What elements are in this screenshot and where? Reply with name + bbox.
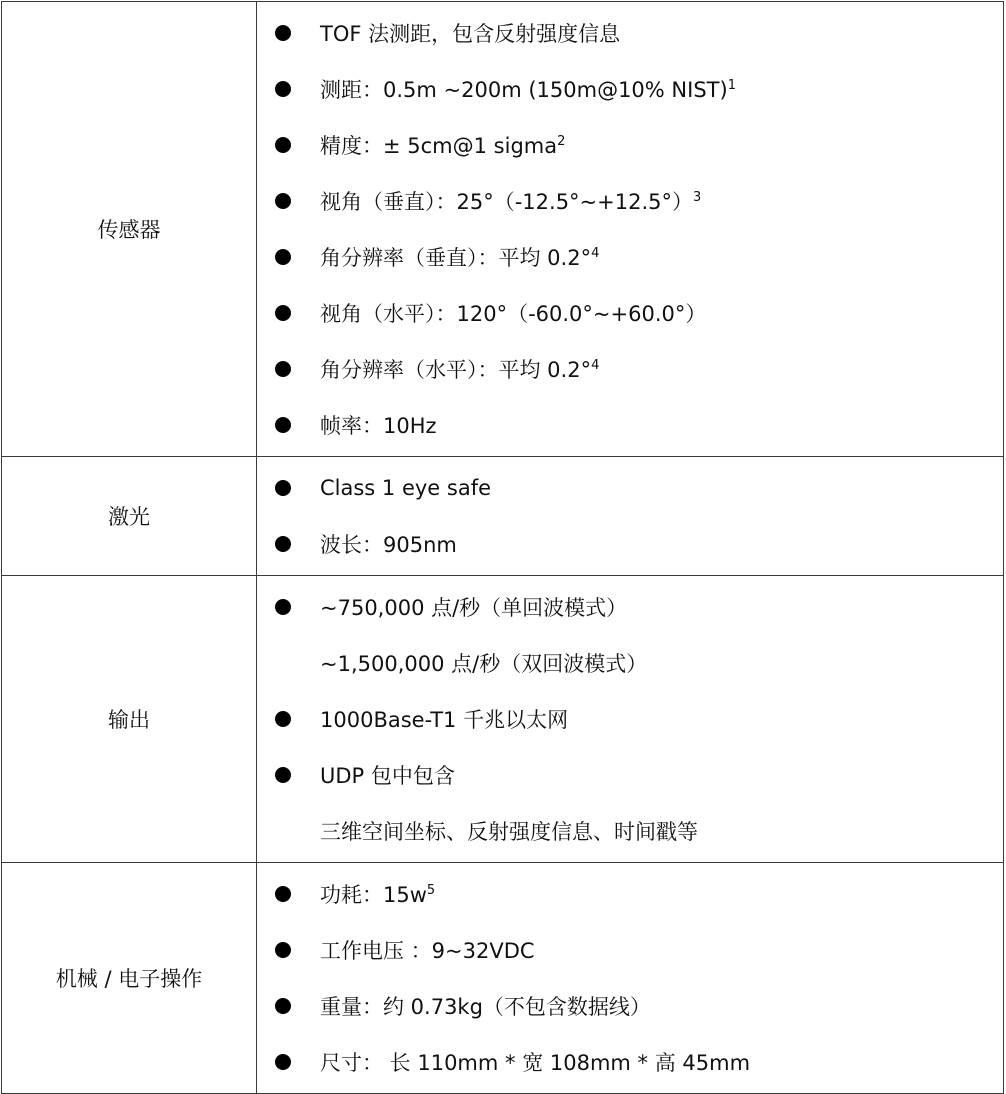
spec-line — [257, 579, 1003, 635]
section-category: 机械 / 电子操作 — [2, 863, 257, 1094]
spec-section-row — [2, 576, 1004, 863]
bullet-icon — [275, 193, 291, 209]
spec-table — [1, 1, 1004, 1094]
spec-section-row — [2, 2, 1004, 457]
bullet-icon — [275, 137, 291, 153]
spec-value: 角分辨率（水平）：平均 0.2° — [320, 358, 592, 382]
bullet-icon — [275, 81, 291, 97]
bullet-icon — [275, 886, 291, 902]
spec-line-text — [320, 704, 568, 734]
spec-line-text — [320, 354, 599, 384]
spec-line — [257, 691, 1003, 747]
spec-value: 视角（垂直）：25°（-12.5°~+12.5°） — [320, 190, 694, 214]
spec-line — [257, 635, 1003, 691]
spec-line-text — [320, 242, 599, 272]
section-items — [257, 2, 1004, 457]
bullet-icon — [275, 417, 291, 433]
spec-table-body — [2, 2, 1004, 1094]
spec-line — [257, 341, 1003, 397]
spec-line-text — [320, 760, 455, 790]
spec-line — [257, 460, 1003, 516]
bullet-icon — [275, 711, 291, 727]
footnote-marker: 2 — [557, 134, 566, 149]
section-items — [257, 457, 1004, 576]
spec-line — [257, 117, 1003, 173]
section-items — [257, 863, 1004, 1094]
spec-line-text — [320, 648, 647, 678]
spec-value: 尺寸： 长 110mm * 宽 108mm * 高 45mm — [320, 1051, 751, 1075]
spec-value: UDP 包中包含 — [320, 764, 455, 788]
spec-value: 功耗：15w — [320, 883, 427, 907]
spec-line-text — [320, 879, 435, 909]
bullet-icon — [275, 361, 291, 377]
spec-line-text — [320, 74, 736, 104]
spec-line-text — [320, 18, 620, 48]
spec-line-text — [320, 476, 491, 500]
bullet-icon — [275, 305, 291, 321]
spec-value: 工作电压 ：9~32VDC — [320, 939, 535, 963]
spec-value: 精度：± 5cm@1 sigma — [320, 134, 558, 158]
spec-line — [257, 61, 1003, 117]
spec-line — [257, 803, 1003, 859]
spec-line — [257, 922, 1003, 978]
bullet-icon — [275, 942, 291, 958]
spec-line-text — [320, 186, 701, 216]
bullet-icon — [275, 998, 291, 1014]
spec-line — [257, 1034, 1003, 1090]
spec-line — [257, 5, 1003, 61]
spec-line — [257, 978, 1003, 1034]
spec-value: TOF 法测距，包含反射强度信息 — [320, 22, 621, 46]
spec-line-text — [320, 991, 651, 1021]
bullet-icon — [275, 599, 291, 615]
spec-section-row — [2, 863, 1004, 1094]
spec-value: 视角（水平）：120°（-60.0°~+60.0°） — [320, 302, 707, 326]
spec-line — [257, 397, 1003, 453]
footnote-marker: 3 — [693, 190, 702, 205]
spec-line-text — [320, 130, 565, 160]
spec-line-text — [320, 1047, 750, 1077]
spec-line-text — [320, 592, 627, 622]
spec-value: Class 1 eye safe — [320, 476, 492, 500]
spec-line — [257, 866, 1003, 922]
spec-value: 1000Base-T1 千兆以太网 — [320, 708, 569, 732]
footnote-marker: 4 — [591, 246, 600, 261]
footnote-marker: 5 — [426, 883, 436, 898]
bullet-icon — [275, 1054, 291, 1070]
spec-line-text — [320, 529, 457, 559]
spec-value: 帧率：10Hz — [320, 414, 437, 438]
bullet-icon — [275, 536, 291, 552]
section-category: 输出 — [2, 576, 257, 863]
footnote-marker: 4 — [591, 358, 600, 373]
spec-line — [257, 516, 1003, 572]
spec-value: 重量：约 0.73kg（不包含数据线） — [320, 995, 651, 1019]
section-category: 传感器 — [2, 2, 257, 457]
spec-line-text — [320, 935, 535, 965]
bullet-icon — [275, 249, 291, 265]
spec-value: 角分辨率（垂直）：平均 0.2° — [320, 246, 592, 270]
spec-value: 三维空间坐标、反射强度信息、时间戳等 — [320, 820, 698, 844]
section-category: 激光 — [2, 457, 257, 576]
bullet-icon — [275, 480, 291, 496]
footnote-marker: 1 — [727, 78, 736, 93]
spec-line-text — [320, 816, 698, 846]
bullet-icon — [275, 25, 291, 41]
spec-line-text — [320, 410, 437, 440]
section-items — [257, 576, 1004, 863]
spec-line — [257, 747, 1003, 803]
spec-value: ~1,500,000 点/秒（双回波模式） — [320, 652, 648, 676]
spec-line — [257, 173, 1003, 229]
spec-value: ~750,000 点/秒（单回波模式） — [320, 596, 628, 620]
spec-section-row — [2, 457, 1004, 576]
spec-line — [257, 229, 1003, 285]
spec-line-text — [320, 298, 706, 328]
spec-line — [257, 285, 1003, 341]
spec-value: 波长：905nm — [320, 533, 457, 557]
bullet-icon — [275, 767, 291, 783]
spec-value: 测距：0.5m ~200m (150m@10% NIST) — [320, 78, 728, 102]
